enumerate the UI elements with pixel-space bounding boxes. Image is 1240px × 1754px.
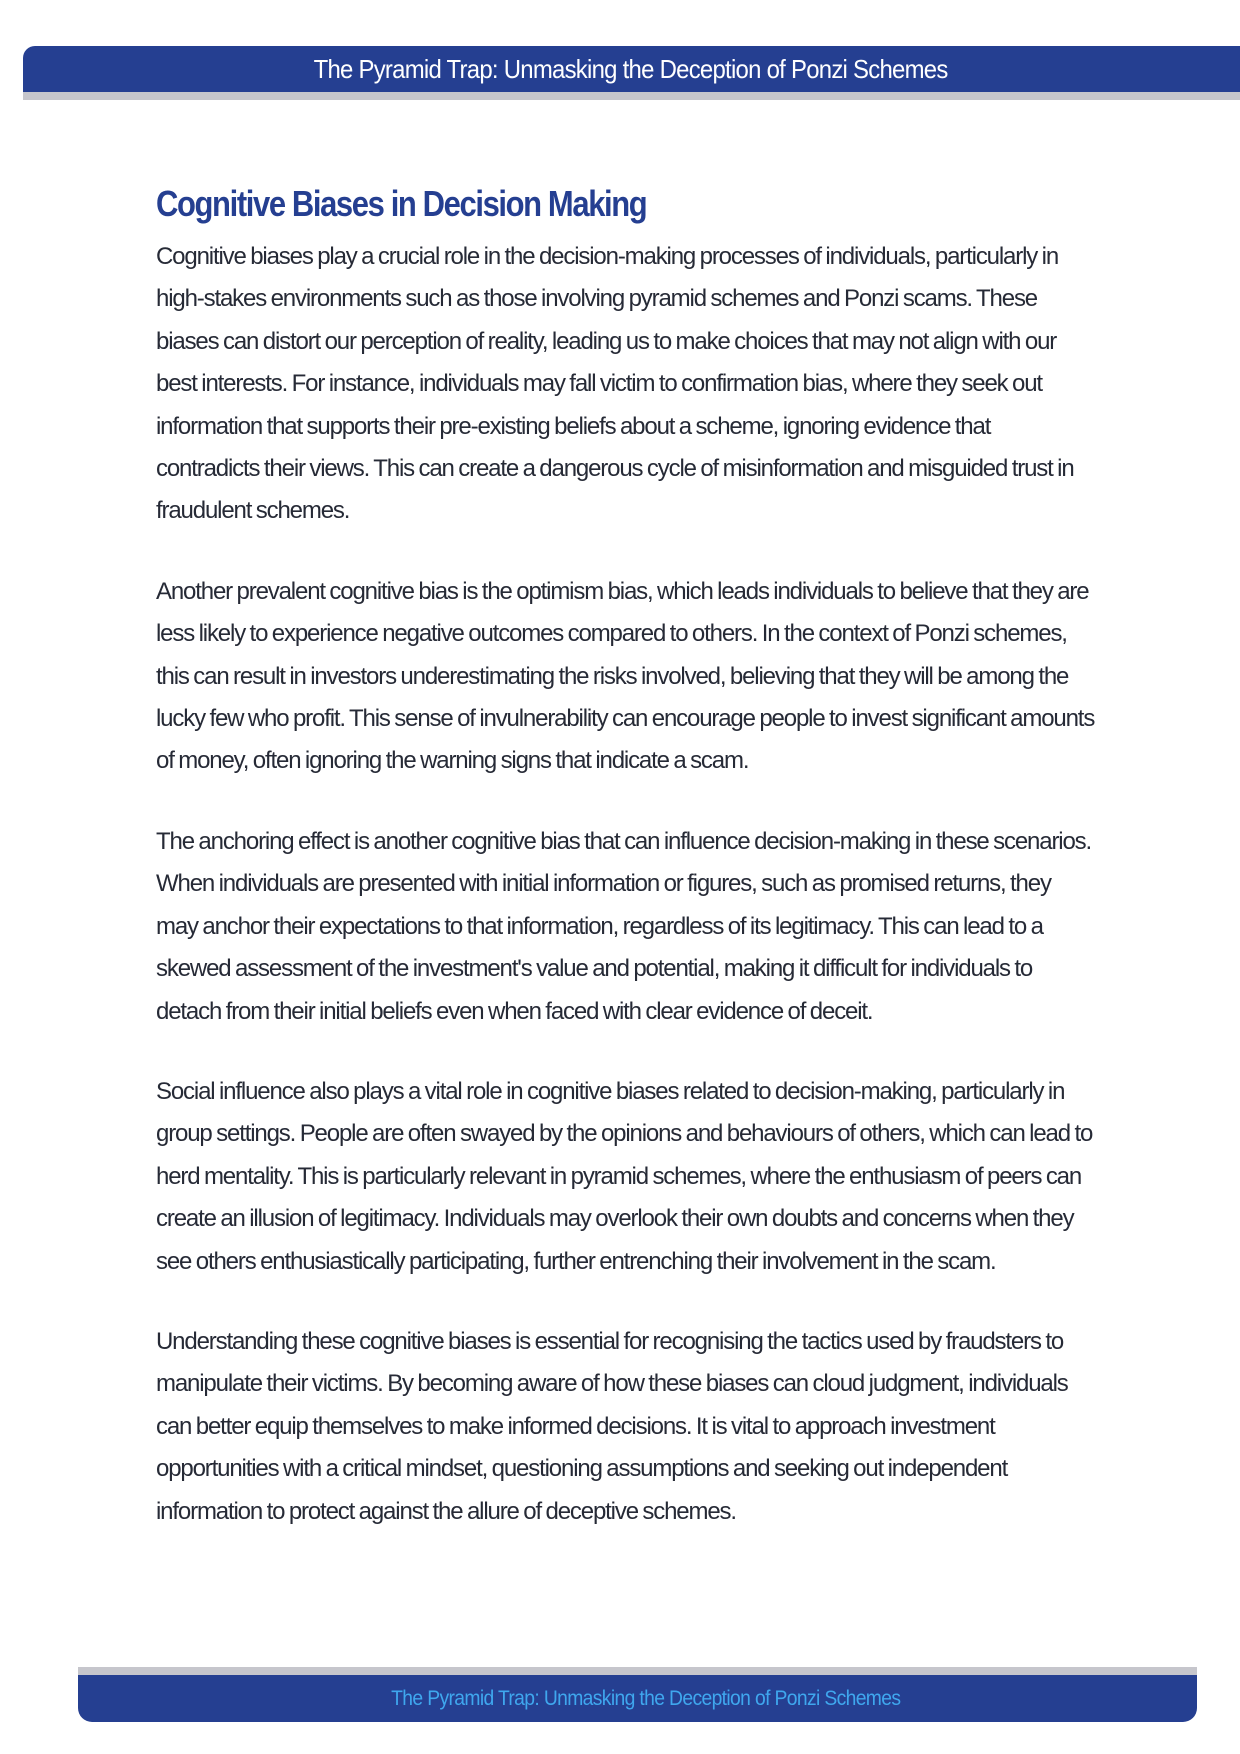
page-content xyxy=(156,180,1096,1571)
header-rule xyxy=(23,92,1240,100)
header-title: The Pyramid Trap: Unmasking the Deception of Ponzi Schemes xyxy=(313,53,948,84)
paragraph-social-influence: Social influence also plays a vital role in cognitive biases related to decision-making, particularly in group settings. People are often swayed by the opinions and behaviours of others, which can lead to herd mentality. This is particularly relevant in pyramid schemes, where the enthusiasm of peers can create an illusion of legitimacy. Individuals may overlook their own doubts and concerns when they see others enthusiastically participating, further entrenching their involvement in the scam. xyxy=(156,1077,1093,1275)
paragraph-anchoring-effect: The anchoring effect is another cognitive bias that can influence decision-making in these scenarios. When individuals are presented with initial information or figures, such as promised returns, they may anchor their expectations to that information, regardless of its legitimacy. This can lead to a skewed assessment of the investment's value and potential, making it difficult for individuals to detach from their initial beliefs even when faced with clear evidence of deceit. xyxy=(156,827,1092,1025)
paragraph-confirmation-bias: Cognitive biases play a crucial role in the decision-making processes of individuals, particularly in high-stakes environments such as those involving pyramid schemes and Ponzi scams. These biases can distort our perception of reality, leading us to make choices that may not align with our best interests. For instance, individuals may fall victim to confirmation bias, where they seek out information that supports their pre-existing beliefs about a scheme, ignoring evidence that contradicts their views. This can create a dangerous cycle of misinformation and misguided trust in fraudulent schemes. xyxy=(156,243,1074,525)
page-header xyxy=(23,46,1240,92)
footer-title: The Pyramid Trap: Unmasking the Deception of Ponzi Schemes xyxy=(390,1686,901,1710)
page-footer xyxy=(78,1675,1197,1722)
paragraph-optimism-bias: Another prevalent cognitive bias is the optimism bias, which leads individuals to believe that they are less likely to experience negative outcomes compared to others. In the context of Ponzi schemes, this can result in investors underestimating the risks involved, believing that they will be among the lucky few who profit. This sense of invulnerability can encourage people to invest significant amounts of money, often ignoring the warning signs that indicate a scam. xyxy=(156,577,1095,775)
section-heading: Cognitive Biases in Decision Making xyxy=(156,183,647,224)
footer-rule xyxy=(78,1667,1197,1675)
paragraph-understanding-biases: Understanding these cognitive biases is essential for recognising the tactics used by fraudsters to manipulate their victims. By becoming aware of how these biases can cloud judgment, individuals can better equip themselves to make informed decisions. It is vital to approach investment opportunities with a critical mindset, questioning assumptions and seeking out independent information to protect against the allure of deceptive schemes. xyxy=(156,1327,1068,1525)
